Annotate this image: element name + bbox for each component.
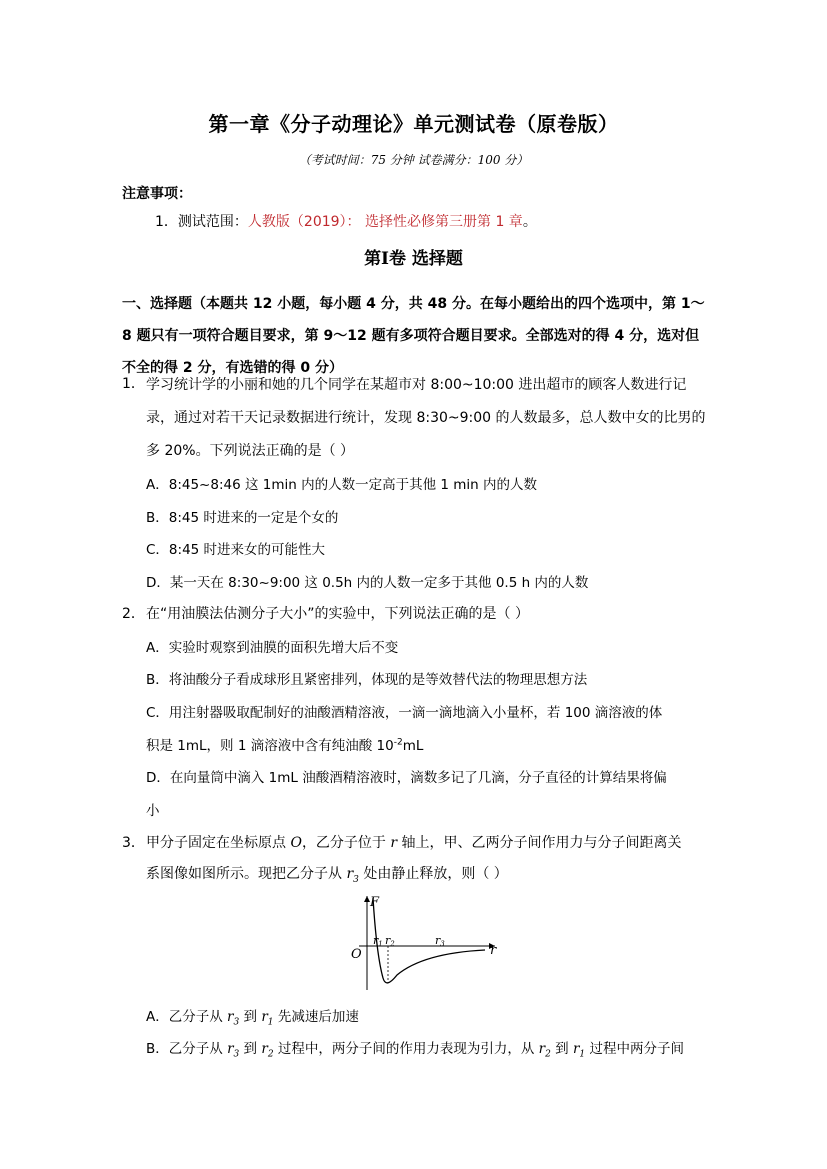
notice-item <box>155 211 537 231</box>
r2-letter: r <box>385 934 391 947</box>
question-2-option-c-line1: C．用注射器吸取配制好的油酸酒精溶液，一滴一滴地滴入小量杯，若 100 滴溶液的体 <box>146 705 663 721</box>
q3b-r2-sub: 2 <box>267 1049 274 1060</box>
q3b-suffix: 过程中两分子间 <box>585 1041 684 1057</box>
notice-item-suffix: 。 <box>522 214 537 230</box>
r1-sub: 1 <box>378 940 383 948</box>
r2-label <box>385 934 395 948</box>
q3-text-b: ，乙分子位于 <box>301 835 391 851</box>
q3-text-d: 系图像如图所示。现把乙分子从 <box>146 866 347 882</box>
r3-sub: 3 <box>440 940 445 948</box>
option-c-exponent: -2 <box>393 737 403 748</box>
question-3-stem-line2 <box>146 863 508 885</box>
r1-letter: r <box>373 934 379 947</box>
question-3-option-b <box>146 1037 684 1060</box>
y-axis-label: F <box>370 895 380 910</box>
q3-text-a: 甲分子固定在坐标原点 <box>146 835 291 851</box>
question-2-option-d-line1: D．在向量筒中滴入 1mL 油酸酒精溶液时，滴数多记了几滴，分子直径的计算结果将偏 <box>146 770 667 786</box>
question-1-option-b: B．8:45 时进来的一定是个女的 <box>146 510 339 526</box>
question-1-stem: 学习统计学的小丽和她的几个同学在某超市对 8:00~10:00 进出超市的顾客人数进行记录，通过对若干天记录数据进行统计，发现 8:30~9:00 的人数最多，总人数中女的比男的多 20%。下列说法正确的是（ ） <box>146 377 706 459</box>
q3b-r2: r <box>261 1041 268 1057</box>
r3-label <box>435 934 445 948</box>
question-1-option-c: C．8:45 时进来女的可能性大 <box>146 542 326 558</box>
q3a-r1: r <box>261 1009 268 1025</box>
question-1-option-d: D．某一天在 8:30~9:00 这 0.5h 内的人数一定多于其他 0.5 h 内的人数 <box>146 575 589 591</box>
q3a-prefix: A．乙分子从 <box>146 1009 228 1025</box>
q3b-r1-sub: 1 <box>579 1049 586 1060</box>
q3-symbol-r: r <box>390 835 398 851</box>
question-2-number: 2． <box>122 606 145 622</box>
q3b-mid2: 过程中，两分子间的作用力表现为引力，从 <box>273 1041 539 1057</box>
question-2-option-c-line2 <box>146 734 423 754</box>
r1-label <box>373 934 383 948</box>
r3-letter: r <box>435 934 441 947</box>
q3b-r2b-sub: 2 <box>545 1049 551 1060</box>
q3b-r3-sub: 3 <box>233 1049 240 1060</box>
notice-item-prefix: 1．测试范围： <box>155 214 248 230</box>
q3a-suffix: 先减速后加速 <box>273 1009 359 1025</box>
question-3-option-a <box>146 1005 359 1028</box>
q3b-r2b: r <box>538 1041 546 1057</box>
section-title: 第Ⅰ卷 选择题 <box>364 249 463 269</box>
question-2-stem: 在“用油膜法估测分子大小”的实验中，下列说法正确的是（ ） <box>146 606 529 622</box>
question-1-option-a: A．8:45~8:46 这 1min 内的人数一定高于其他 1 min 内的人数 <box>146 477 538 493</box>
question-1-number: 1． <box>122 376 145 392</box>
question-3-stem-line1 <box>146 832 682 852</box>
q3-text-e: 处由静止释放，则（ ） <box>358 866 508 882</box>
page-title: 第一章《分子动理论》单元测试卷（原卷版） <box>208 112 619 136</box>
notice-heading: 注意事项： <box>122 186 192 202</box>
q3a-r1-sub: 1 <box>267 1017 274 1028</box>
q3-symbol-r3: r <box>346 866 354 882</box>
question-3-number: 3． <box>122 835 145 851</box>
q3-symbol-r3-sub: 3 <box>353 874 359 885</box>
option-c-text-a: 积是 1mL，则 1 滴溶液中含有纯油酸 10 <box>146 738 394 754</box>
question-2-option-b: B．将油酸分子看成球形且紧密排列，体现的是等效替代法的物理思想方法 <box>146 672 588 688</box>
q3a-r3-sub: 3 <box>233 1017 240 1028</box>
q3b-r3: r <box>227 1041 234 1057</box>
q3b-mid1: 到 <box>239 1041 262 1057</box>
q3-symbol-O: O <box>290 835 302 851</box>
notice-item-range: 人教版（2019）： 选择性必修第三册第 1 章 <box>247 214 523 230</box>
question-2-option-a: A．实验时观察到油膜的面积先增大后不变 <box>146 640 399 656</box>
q3a-mid: 到 <box>239 1009 262 1025</box>
q3b-prefix: B．乙分子从 <box>146 1041 228 1057</box>
force-distance-graph <box>345 890 505 995</box>
q3a-r3: r <box>227 1009 234 1025</box>
r2-sub: 2 <box>390 940 395 948</box>
section-instructions: 一、选择题（本题共 12 小题，每小题 4 分，共 48 分。在每小题给出的四个选项中，第 1～8 题只有一项符合题目要求，第 9～12 题有多项符合题目要求。全部选对的得 4 分，选对但不全的得 2 分，有选错的得 0 分） <box>122 296 705 376</box>
q3-text-c: 轴上，甲、乙两分子间作用力与分子间距离关 <box>397 835 682 851</box>
option-c-text-b: mL <box>402 738 424 754</box>
x-axis-label: r <box>490 943 497 958</box>
exam-info: （考试时间：75 分钟 试卷满分：100 分） <box>298 153 529 167</box>
q3b-r1: r <box>572 1041 580 1057</box>
origin-label: O <box>351 947 362 962</box>
question-2-option-d-line2: 小 <box>146 803 160 819</box>
q3b-mid3: 到 <box>550 1041 573 1057</box>
